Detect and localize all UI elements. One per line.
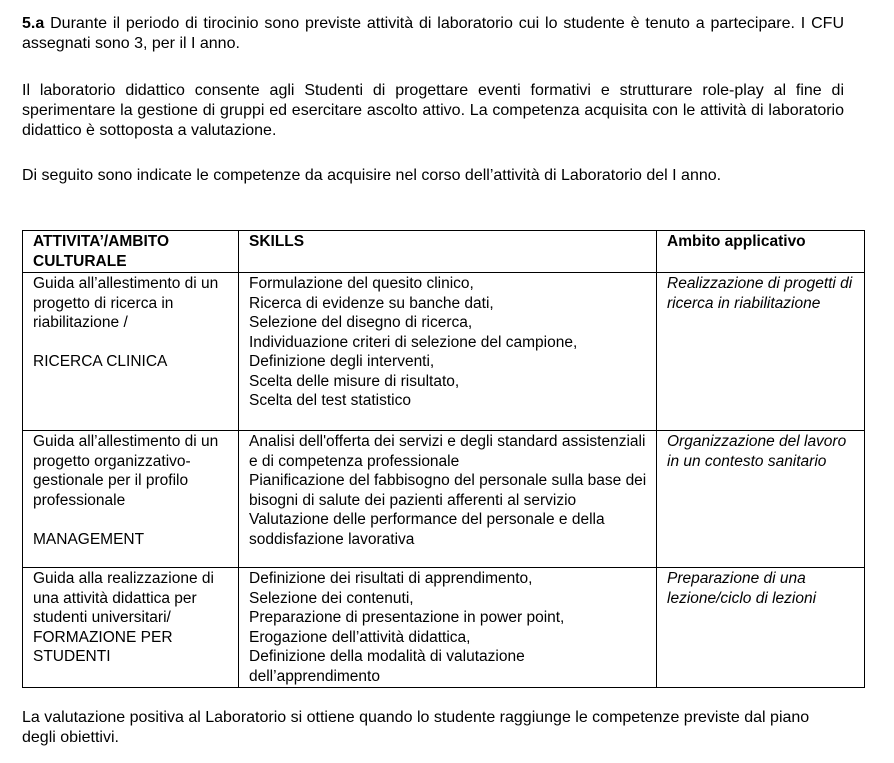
conclusion-paragraph: La valutazione positiva al Laboratorio si ottiene quando lo studente raggiunge le competenze previste dal piano degli obiettivi. <box>22 709 810 746</box>
skill-item: Ricerca di evidenze su banche dati, <box>249 294 494 312</box>
activity-cell <box>23 431 239 568</box>
scope-cell: Preparazione di una lezione/ciclo di lezioni <box>657 568 865 688</box>
activity-area: MANAGEMENT <box>33 530 145 548</box>
skill-item: Analisi dell'offerta dei servizi e degli standard assistenziali e di competenza professionale <box>249 433 646 470</box>
activity-text: Guida all’allestimento di un progetto organizzativo-gestionale per il profilo professionale <box>33 433 219 509</box>
skill-item: Erogazione dell’attività didattica, <box>249 628 471 646</box>
skill-item: Scelta del test statistico <box>249 392 411 409</box>
skill-item: Selezione del disegno di ricerca, <box>249 314 473 331</box>
activity-area: FORMAZIONE PER STUDENTI <box>33 628 173 665</box>
header-skills: SKILLS <box>239 231 657 273</box>
skill-item: Valutazione delle performance del personale e della soddisfazione lavorativa <box>249 511 605 548</box>
activity-text: Guida all’allestimento di un progetto di ricerca in riabilitazione / <box>33 275 219 331</box>
skills-cell <box>239 273 657 431</box>
skills-cell <box>239 431 657 568</box>
activity-cell <box>23 273 239 431</box>
activity-text: Guida alla realizzazione di una attività didattica per studenti universitari/ <box>33 570 214 626</box>
activity-cell <box>23 568 239 688</box>
scope-cell: Realizzazione di progetti di ricerca in riabilitazione <box>657 273 865 431</box>
skill-item: Definizione dei risultati di apprendimento, <box>249 570 533 587</box>
scope-cell: Organizzazione del lavoro in un contesto sanitario <box>657 431 865 568</box>
table-row <box>23 568 865 688</box>
activity-area: RICERCA CLINICA <box>33 353 168 370</box>
lab-description: Il laboratorio didattico consente agli Studenti di progettare eventi formativi e strutturare role-play al fine di sperimentare la gestione di gruppi ed esercitare ascolto attivo. La competenza acquisita con le attività di laboratorio didattico è sottoposta a valutazione. <box>22 82 844 139</box>
header-scope: Ambito applicativo <box>657 231 865 273</box>
header-activity: ATTIVITA’/AMBITO CULTURALE <box>23 231 239 273</box>
section-number: 5.a <box>22 15 45 32</box>
table-header-row <box>23 231 865 273</box>
skill-item: Definizione della modalità di valutazione dell’apprendimento <box>249 648 525 685</box>
table-row <box>23 431 865 568</box>
skills-cell <box>239 568 657 688</box>
skill-item: Preparazione di presentazione in power point, <box>249 609 565 626</box>
skill-item: Formulazione del quesito clinico, <box>249 275 474 292</box>
skill-item: Definizione degli interventi, <box>249 353 435 370</box>
skill-item: Individuazione criteri di selezione del campione, <box>249 333 578 351</box>
table-row <box>23 273 865 431</box>
competences-intro: Di seguito sono indicate le competenze da acquisire nel corso dell’attività di Laboratorio del I anno. <box>22 167 722 184</box>
skill-item: Selezione dei contenuti, <box>249 589 414 607</box>
intro-text: Durante il periodo di tirocinio sono previste attività di laboratorio cui lo studente è tenuto a partecipare. I CFU assegnati sono 3, per il I anno. <box>22 15 844 52</box>
skill-item: Scelta delle misure di risultato, <box>249 372 460 390</box>
skill-item: Pianificazione del fabbisogno del personale sulla base dei bisogni di salute dei pazienti afferenti al servizio <box>249 472 647 509</box>
intro-paragraph <box>22 14 844 54</box>
competences-table <box>22 230 865 688</box>
